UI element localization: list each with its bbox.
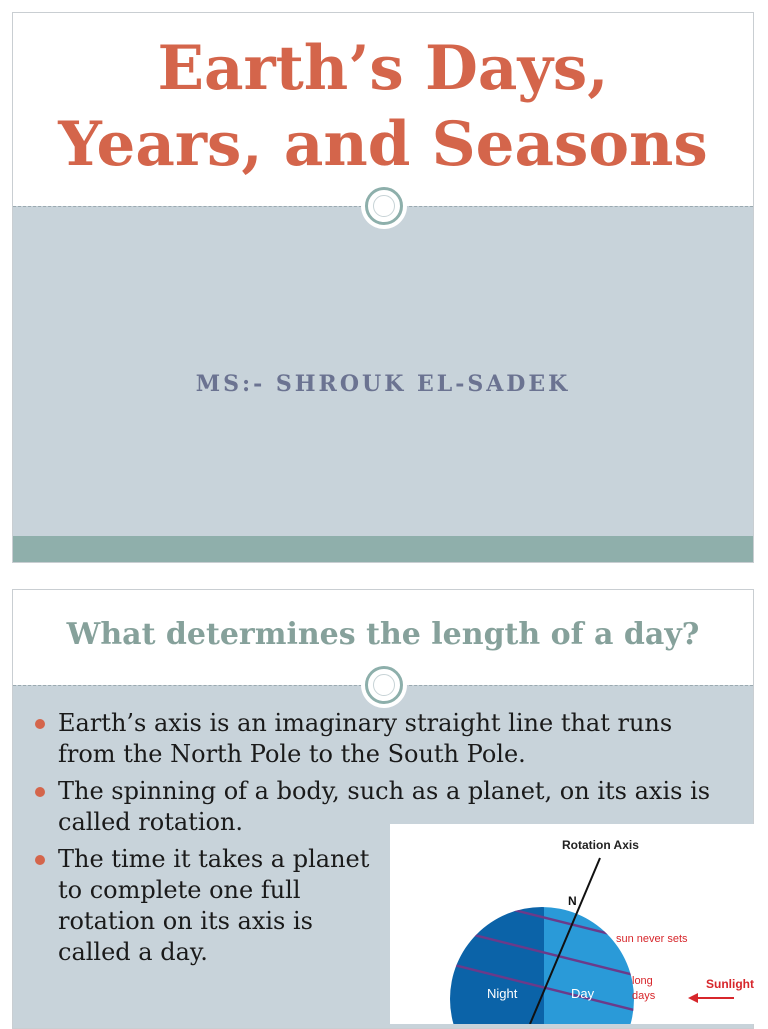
presentation-title	[13, 31, 753, 183]
title-line-1: Earth’s Days,	[157, 33, 609, 104]
bullet-dot-icon	[35, 787, 45, 797]
bullet-dot-icon	[35, 719, 45, 729]
bullet-dot-icon	[35, 855, 45, 865]
bullet-item	[35, 708, 735, 770]
bullet-text: The spinning of a body, such as a planet, on its axis is called rotation.	[58, 777, 711, 836]
bullet-text: The time it takes a planet to complete one full rotation on its axis is called a day.	[58, 845, 370, 966]
sunlight-label: Sunlight	[706, 977, 754, 991]
night-label: Night	[487, 986, 518, 1001]
rotation-diagram-svg	[390, 824, 768, 1024]
author-name: MS:- SHROUK EL-SADEK	[195, 371, 571, 397]
divider-ring-icon	[365, 187, 403, 225]
rotation-diagram	[390, 824, 768, 1024]
divider-ring-icon	[365, 666, 403, 704]
days-label: days	[632, 990, 656, 1002]
slide-title: What determines the length of a day?	[66, 617, 700, 652]
sun-never-sets-label: sun never sets	[616, 933, 688, 945]
title-band	[13, 13, 753, 206]
bullet-item	[35, 844, 388, 968]
footer-bar	[13, 536, 753, 562]
long-label: long	[632, 975, 653, 987]
north-label: N	[568, 894, 577, 908]
rotation-axis-label: Rotation Axis	[562, 838, 639, 852]
title-line-2: Years, and Seasons	[58, 109, 708, 180]
title-slide	[12, 12, 754, 563]
day-half	[544, 894, 654, 1024]
earth-globe	[440, 894, 654, 1024]
bullet-text: Earth’s axis is an imaginary straight line that runs from the North Pole to the South Pole.	[58, 709, 673, 768]
day-label: Day	[571, 986, 595, 1001]
sunlight-arrowhead-icon	[688, 993, 698, 1003]
